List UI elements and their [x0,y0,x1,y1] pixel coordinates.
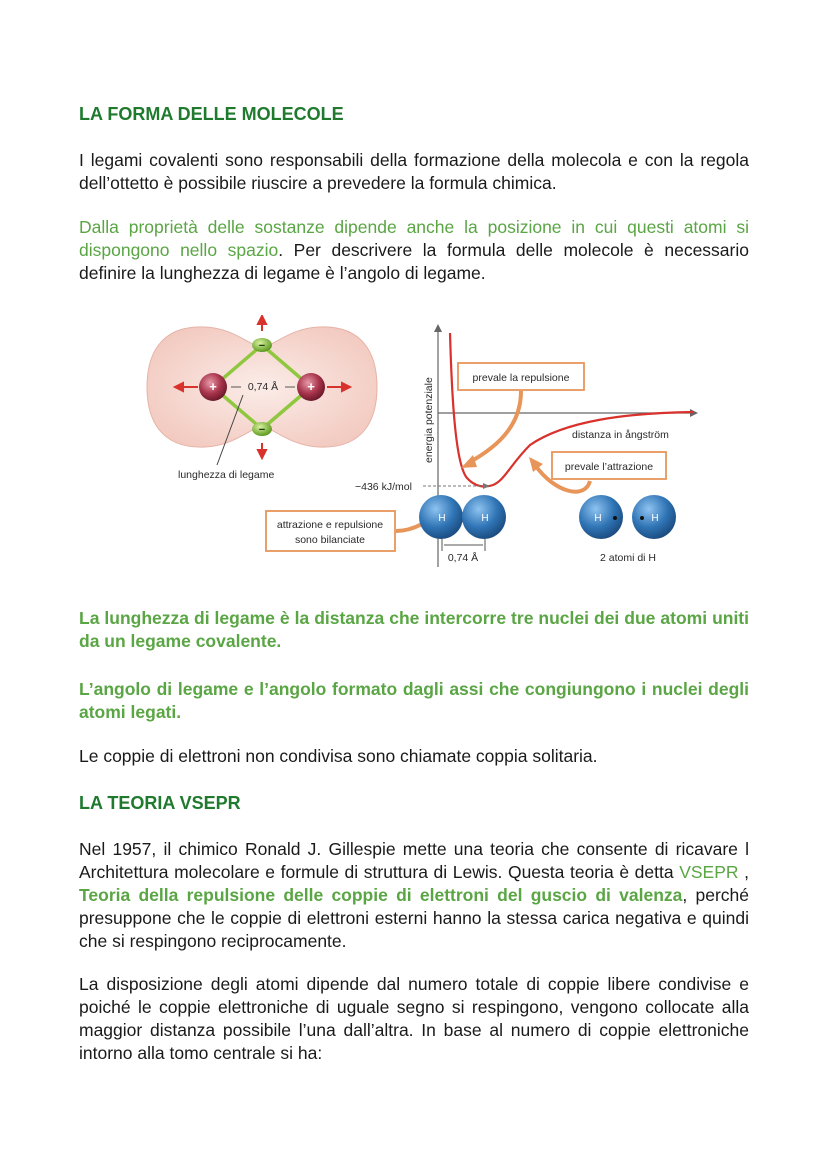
section-title-molecule-shape: LA FORMA DELLE MOLECOLE [79,104,344,124]
vsepr-text-c: , perché presuppone che le coppie di elettroni esterni hanno la stessa carica negativa e quindi che si respingono reciprocamente. [79,885,749,951]
minimum-energy-label: −436 kJ/mol [355,481,412,493]
h-label-free-right: H [651,513,659,524]
spatial-paragraph [79,216,749,285]
vsepr-full-name: Teoria della repulsione delle coppie di elettroni del guscio di valenza [79,885,683,905]
spatial-highlight: Dalla proprietà delle sostanze dipende anche la posizione in cui questi atomi si dispongono nello spazio [79,217,749,260]
plus-sign-right: + [307,379,315,394]
section-title-vsepr: LA TEORIA VSEPR [79,793,241,813]
definition-bond-length: La lunghezza di legame è la distanza che intercorre tre nuclei dei due atomi uniti da un legame covalente. [79,608,749,651]
spatial-rest: . Per descrivere la formula delle molecole è necessario definire la lunghezza di legame è l’angolo di legame. [79,240,749,283]
balanced-label-line1: attrazione e repulsione [276,519,384,531]
y-axis-label: energia potenziale [423,377,435,463]
vsepr-acronym: VSEPR [679,862,739,882]
vsepr-text-b: , [738,862,749,882]
two-atoms-label: 2 atomi di H [599,552,657,564]
intro-paragraph: I legami covalenti sono responsabili della formazione della molecola e con la regola dell’ottetto è possibile riuscire a prevedere la formula chimica. [79,150,749,193]
h2-molecule-diagram [147,316,377,481]
plus-sign-left: + [209,379,217,394]
bond-length-caption: lunghezza di legame [178,469,275,481]
minus-sign-bottom: − [258,424,266,436]
arrangement-paragraph: La disposizione degli atomi dipende dal numero totale di coppie libere condivise e poiché le coppie elettroniche di uguale segno si respingono, vengono collocate alla maggior distanza possibile l’una dall’altra. In base al numero di coppie elettroniche intorno alla tomo centrale si ha: [79,974,749,1063]
vsepr-paragraph [79,838,749,953]
repulsion-label: prevale la repulsione [472,372,570,384]
lone-pairs-paragraph: Le coppie di elettroni non condivisa sono chiamate coppia solitaria. [79,746,598,766]
h-label-free-left: H [594,513,602,524]
bond-distance-label: 0,74 Å [247,381,279,393]
balanced-label-line2: sono bilanciate [294,534,366,546]
vsepr-text-a: Nel 1957, il chimico Ronald J. Gillespie mette una teoria che consente di ricavare l Architettura molecolare e formule di struttura di Lewis. Questa teoria è detta [79,839,749,882]
minus-sign-top: − [258,340,266,352]
h-label-left: H [438,513,446,524]
definition-bond-angle: L’angolo di legame e l’angolo formato dagli assi che congiungono i nuclei degli atomi legati. [79,679,749,722]
bond-energy-figure [65,315,705,570]
bottom-distance-label: 0,74 Å [447,552,479,564]
attraction-label: prevale l’attrazione [564,461,654,473]
x-axis-label: distanza in ångström [572,429,669,441]
h-label-right: H [481,513,489,524]
